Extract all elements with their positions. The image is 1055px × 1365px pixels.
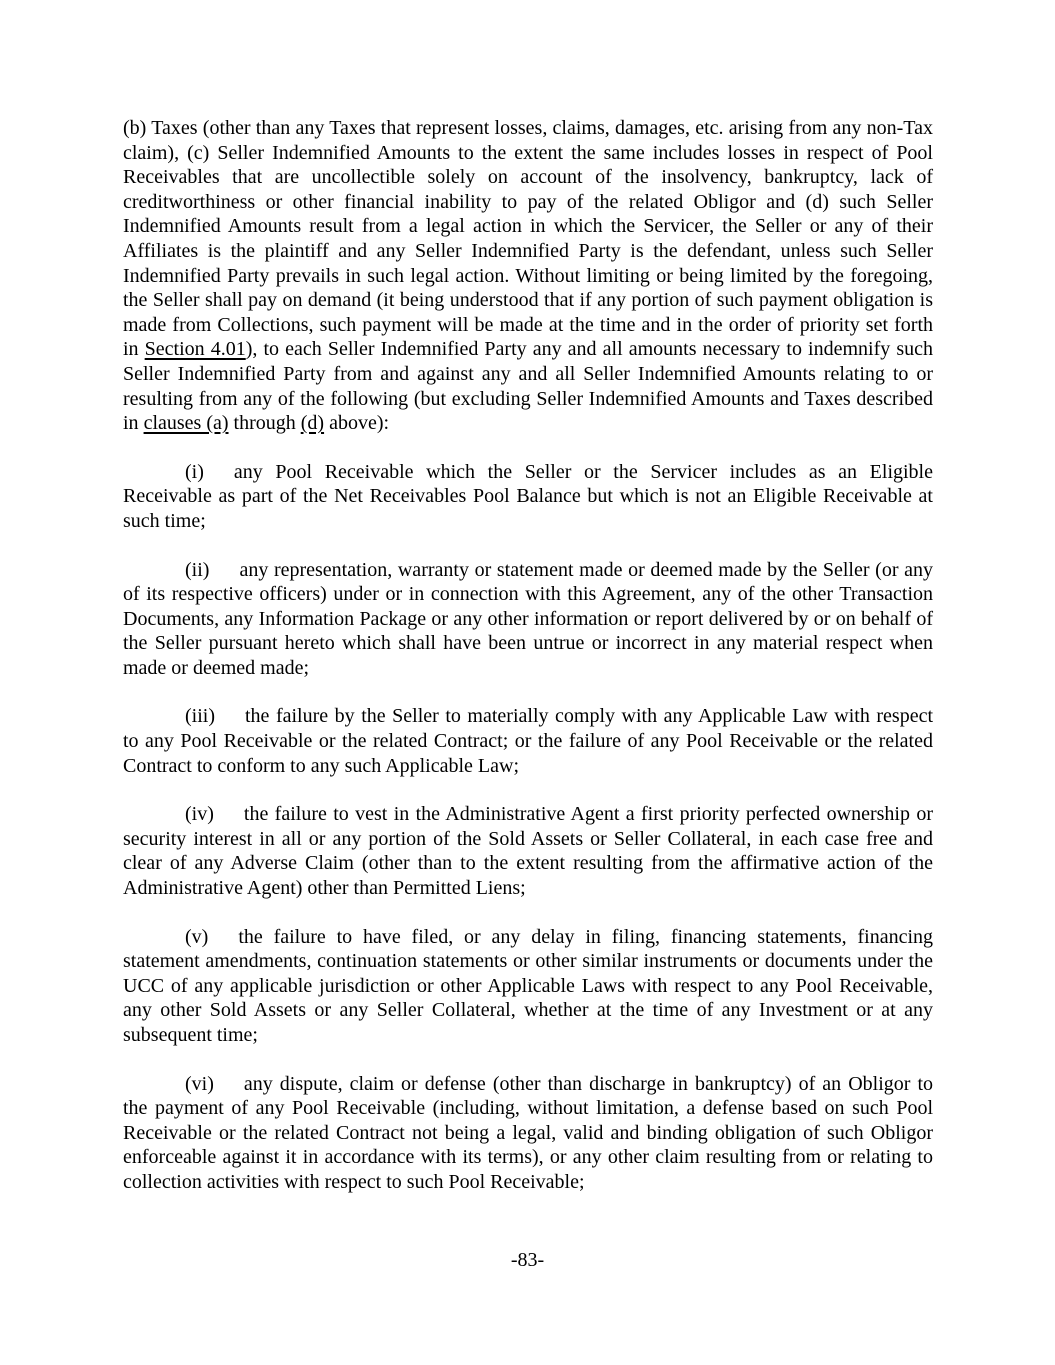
clause-number: (v) bbox=[185, 925, 209, 948]
paragraph-intro bbox=[123, 116, 933, 436]
clause-number: (iii) bbox=[185, 705, 215, 728]
paragraph-text: through bbox=[228, 412, 301, 435]
paragraph-text: ), to each Seller Indemnified Party any and all amounts necessary to indemnify such Seller Indemnified Party from and against any and all Seller Indemnified Amounts relating to or resulting from any of the following (but excluding Seller Indemnified Amounts and Taxes described in bbox=[123, 338, 933, 435]
clause-text: the failure by the Seller to materially comply with any Applicable Law with respect to any Pool Receivable or the related Contract; or the failure of any Pool Receivable or the related Contract to conform to any such Applicable Law; bbox=[123, 705, 933, 777]
clause-iv bbox=[123, 802, 933, 900]
clause-vi bbox=[123, 1072, 933, 1195]
clause-number: (ii) bbox=[185, 558, 210, 581]
document-body bbox=[123, 116, 933, 1219]
paragraph-text: (b) Taxes (other than any Taxes that represent losses, claims, damages, etc. arising from any non-Tax claim), (c) Seller Indemnified Amounts to the extent the same includes losses in respect of Pool Receivables that are uncollectible solely on account of the insolvency, bankruptcy, lack of creditworthiness or other financial inability to pay of the related Obligor and (d) such Seller Indemnified Amounts result from a legal action in which the Servicer, the Seller or any of their Affiliates is the plaintiff and any Seller Indemnified Party is the defendant, unless such Seller Indemnified Party prevails in such legal action. Without limiting or being limited by the foregoing, the Seller shall pay on demand (it being understood that if any portion of such payment obligation is made from Collections, such payment will be made at the time and in the order of priority set forth in bbox=[123, 117, 933, 361]
clause-text: any representation, warranty or statement made or deemed made by the Seller (or any of its respective officers) under or in connection with this Agreement, any of the other Transaction Documents, any Information Package or any other information or report delivered by or on behalf of the Seller pursuant hereto which shall have been untrue or incorrect in any material respect when made or deemed made; bbox=[123, 558, 933, 679]
clause-v bbox=[123, 925, 933, 1048]
page-number: -83- bbox=[510, 1249, 545, 1271]
clause-reference: clauses (a) bbox=[143, 412, 229, 435]
clause-iii bbox=[123, 704, 933, 778]
section-reference: Section 4.01 bbox=[144, 338, 246, 361]
clause-number: (i) bbox=[185, 460, 204, 483]
clause-reference: (d) bbox=[300, 412, 325, 435]
clause-ii bbox=[123, 558, 933, 681]
clause-number: (vi) bbox=[185, 1072, 214, 1095]
clause-number: (iv) bbox=[185, 803, 214, 826]
paragraph-text: above): bbox=[324, 412, 390, 435]
clause-text: the failure to vest in the Administrative Agent a first priority perfected ownership or security interest in all or any portion of the Sold Assets or Seller Collateral, in each case free and clear of any Adverse Claim (other than to the extent resulting from the affirmative action of the Administrative Agent) other than Permitted Liens; bbox=[123, 803, 933, 900]
clause-text: any Pool Receivable which the Seller or the Servicer includes as an Eligible Receivable as part of the Net Receivables Pool Balance but which is not an Eligible Receivable at such time; bbox=[123, 460, 933, 532]
clause-i bbox=[123, 460, 933, 534]
clause-text: any dispute, claim or defense (other than discharge in bankruptcy) of an Obligor to the payment of any Pool Receivable (including, without limitation, a defense based on such Pool Receivable or the related Contract not being a legal, valid and binding obligation of such Obligor enforceable against it in accordance with its terms), or any other claim resulting from or relating to collection activities with respect to such Pool Receivable; bbox=[123, 1072, 933, 1193]
clause-text: the failure to have filed, or any delay in filing, financing statements, financing statement amendments, continuation statements or other similar instruments or documents under the UCC of any applicable jurisdiction or other Applicable Laws with respect to any Pool Receivable, any other Sold Assets or any Seller Collateral, whether at the time of any Investment or at any subsequent time; bbox=[123, 925, 933, 1046]
